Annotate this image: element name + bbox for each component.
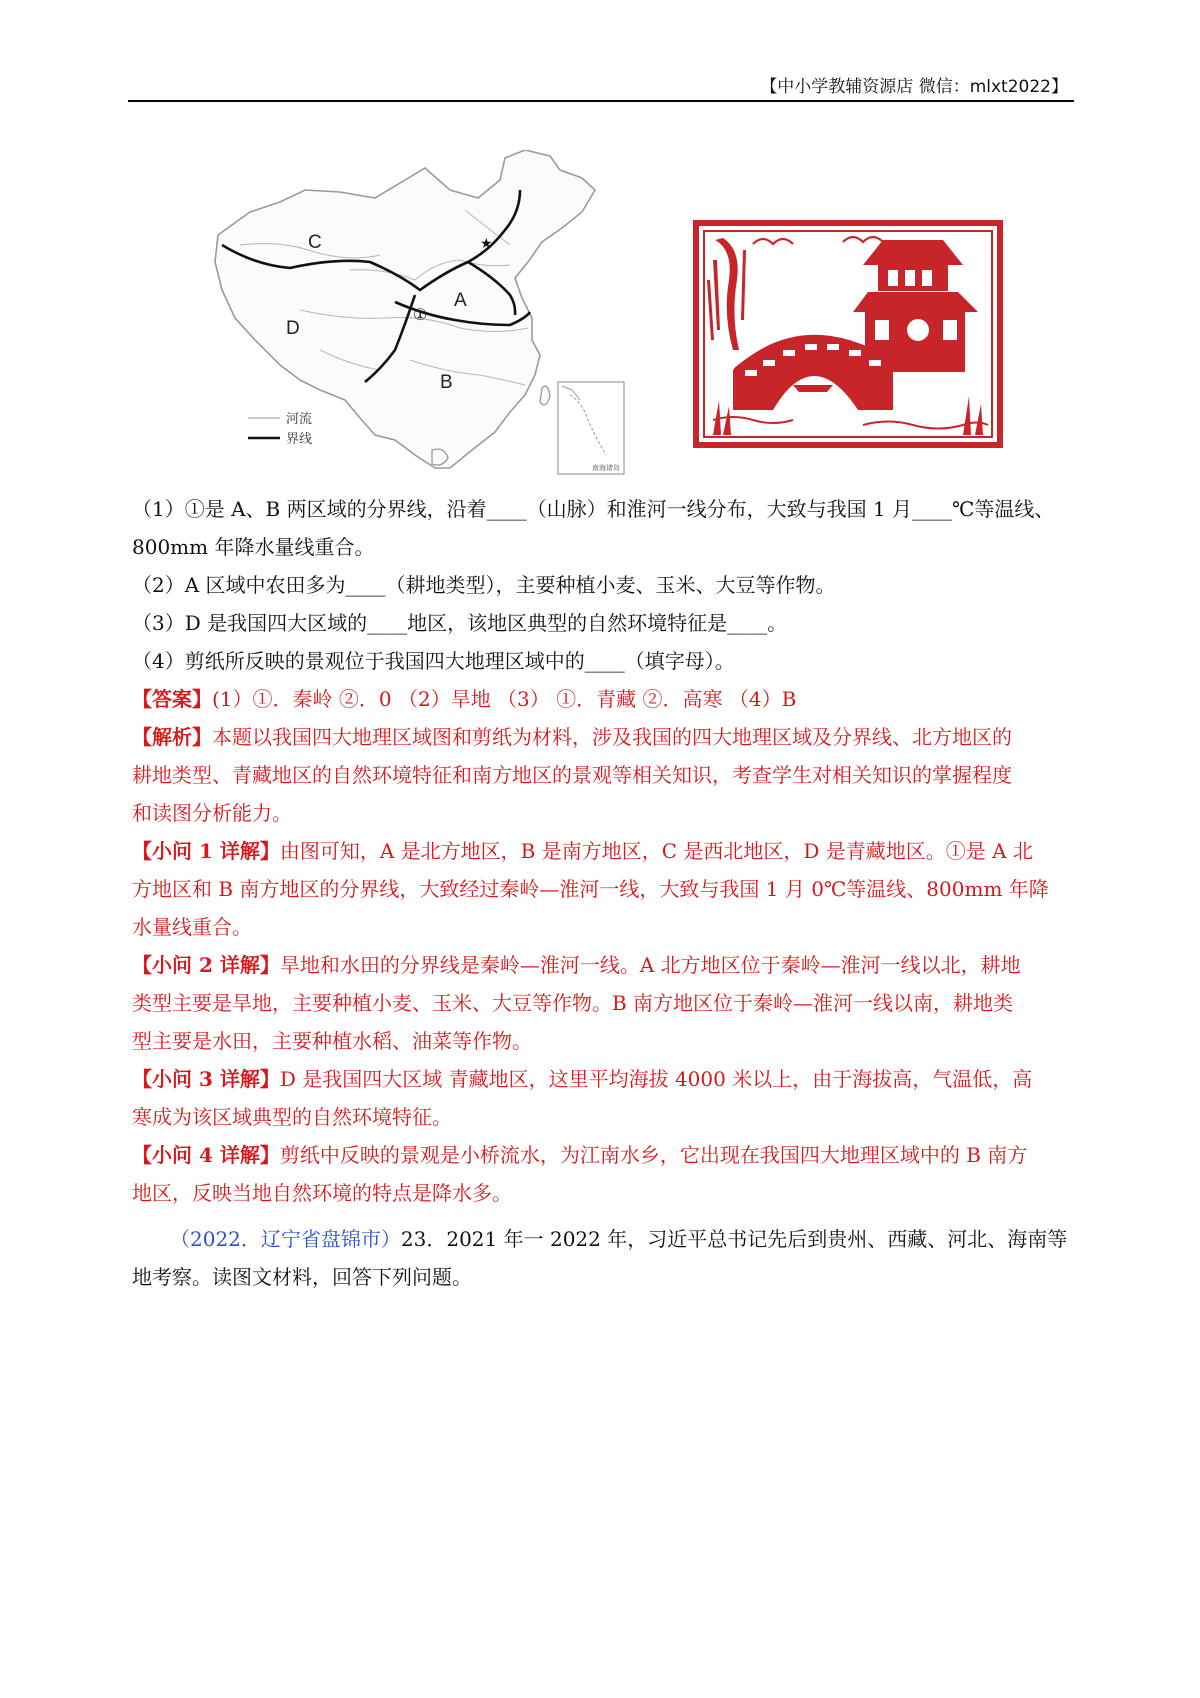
next-question-text-1: 23．2021 年一 2022 年，习近平总书记先后到贵州、西藏、河北、海南等 — [400, 1227, 1068, 1251]
question-1-line-1: （1）①是 A、B 两区域的分界线，沿着____（山脉）和淮河一线分布，大致与我国 1 月____℃等温线、 — [132, 497, 1055, 521]
next-question-block — [132, 1220, 1076, 1296]
detail-4-line-1 — [132, 1136, 1076, 1174]
answer-label: 【答案】 — [132, 687, 212, 711]
inset-label: 南海诸岛 — [592, 464, 620, 472]
detail-1-line-3: 水量线重合。 — [132, 915, 252, 939]
question-1-line-2: 800mm 年降水量线重合。 — [132, 535, 375, 559]
detail-3-line-1 — [132, 1060, 1076, 1098]
next-question-line-2: 地考察。读图文材料，回答下列问题。 — [132, 1265, 472, 1289]
detail-2-line-2: 类型主要是旱地，主要种植小麦、玉米、大豆等作物。B 南方地区位于秦岭—淮河一线以南，耕地类 — [132, 991, 1014, 1015]
question-2: （2）A 区域中农田多为____（耕地类型），主要种植小麦、玉米、大豆等作物。 — [132, 573, 836, 597]
papercut-boat — [793, 385, 833, 392]
analysis-line-3: 和读图分析能力。 — [132, 801, 292, 825]
region-d-label: D — [286, 318, 300, 339]
detail-1-line-2: 方地区和 B 南方地区的分界线，大致经过秦岭—淮河一线，大致与我国 1 月 0℃等温线、800mm 年降 — [132, 877, 1049, 901]
header-text: 【中小学教辅资源店 微信：mlxt2022】 — [760, 77, 1068, 97]
answer-line — [132, 680, 1076, 718]
detail-2-line-3: 型主要是水田，主要种植水稻、油菜等作物。 — [132, 1029, 532, 1053]
china-outline — [215, 150, 595, 468]
legend-river-label: 河流 — [286, 412, 313, 427]
detail-3-line-2: 寒成为该区域典型的自然环境特征。 — [132, 1105, 452, 1129]
detail-2-line-1 — [132, 946, 1076, 984]
answer-block — [132, 680, 1076, 1212]
detail-1-text-1: 由图可知，A 是北方地区，B 是南方地区，C 是西北地区，D 是青藏地区。①是 A 北 — [279, 839, 1033, 863]
capital-star-icon: ★ — [480, 236, 493, 252]
china-regions-map — [210, 150, 690, 520]
next-question-line-1 — [132, 1220, 1076, 1258]
analysis-label: 【解析】 — [132, 725, 212, 749]
papercut-image — [693, 220, 1003, 448]
taiwan-island — [540, 386, 550, 405]
south-china-sea-inset — [558, 382, 624, 474]
map-legend — [248, 411, 312, 447]
region-c-label: C — [308, 232, 322, 253]
boundary-1-label: ① — [413, 305, 428, 324]
analysis-line-2: 耕地类型、青藏地区的自然环境特征和南方地区的景观等相关知识，考查学生对相关知识的掌握程度 — [132, 763, 1012, 787]
detail-1-line-1 — [132, 832, 1076, 870]
detail-4-label: 【小问 4 详解】 — [132, 1143, 280, 1167]
detail-1-label: 【小问 1 详解】 — [132, 839, 280, 863]
question-4: （4）剪纸所反映的景观位于我国四大地理区域中的____（填字母）。 — [132, 649, 735, 673]
answer-text: (1）①．秦岭 ②．0 （2）旱地 （3） ①．青藏 ②．高寒 （4）B — [212, 687, 797, 711]
next-question-source: （2022．辽宁省盘锦市） — [170, 1227, 401, 1251]
detail-2-text-1: 旱地和水田的分界线是秦岭—淮河一线。A 北方地区位于秦岭—淮河一线以北，耕地 — [279, 953, 1021, 977]
detail-4-text-1: 剪纸中反映的景观是小桥流水，为江南水乡，它出现在我国四大地理区域中的 B 南方 — [279, 1143, 1028, 1167]
question-3: （3）D 是我国四大区域的____地区，该地区典型的自然环境特征是____。 — [132, 611, 788, 635]
legend-boundary-label: 界线 — [286, 432, 313, 447]
analysis-text-1: 本题以我国四大地理区域图和剪纸为材料，涉及我国的四大地理区域及分界线、北方地区的 — [212, 725, 1012, 749]
questions-block — [132, 490, 1076, 680]
detail-3-text-1: D 是我国四大区域 青藏地区，这里平均海拔 4000 米以上，由于海拔高，气温低，高 — [279, 1067, 1033, 1091]
detail-2-label: 【小问 2 详解】 — [132, 953, 280, 977]
page-header — [128, 70, 1074, 102]
detail-4-line-2: 地区，反映当地自然环境的特点是降水多。 — [132, 1181, 512, 1205]
analysis-line-1 — [132, 718, 1076, 756]
region-a-label: A — [454, 290, 467, 311]
detail-3-label: 【小问 3 详解】 — [132, 1067, 280, 1091]
region-b-label: B — [440, 372, 453, 393]
